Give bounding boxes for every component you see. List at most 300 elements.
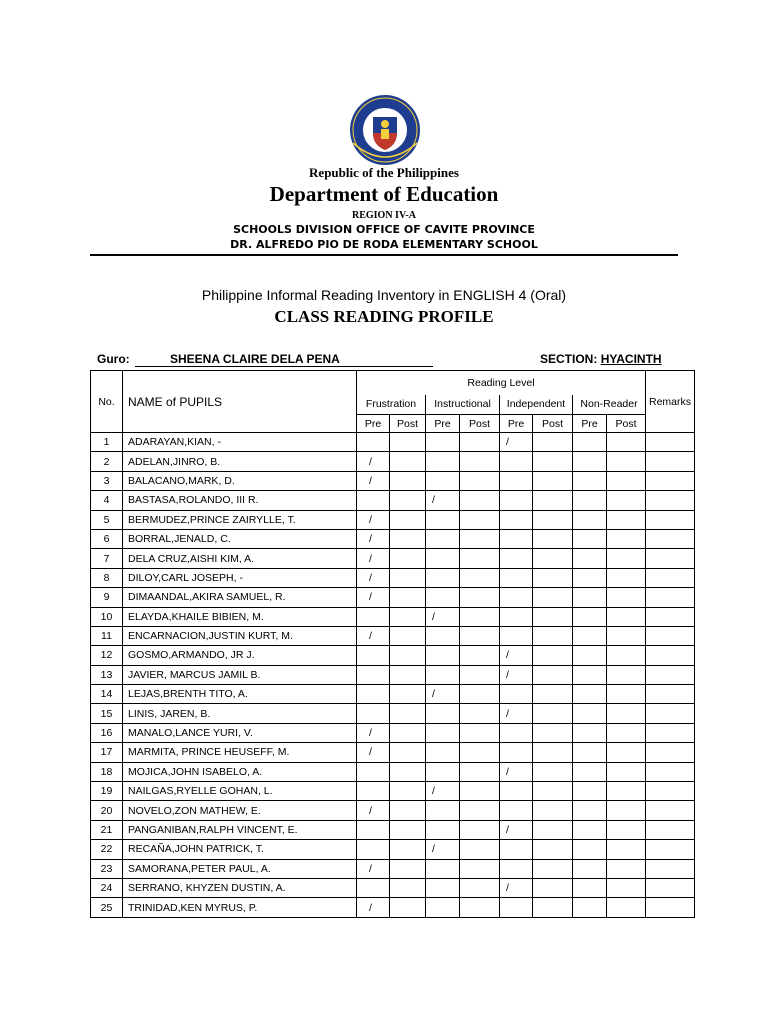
- remarks-cell: [646, 471, 695, 490]
- level-mark-cell: [390, 665, 426, 684]
- level-mark-cell: /: [500, 762, 533, 781]
- col-no-header: No.: [91, 371, 123, 433]
- level-mark-cell: [460, 529, 500, 548]
- row-number: 25: [91, 898, 123, 917]
- table-row: [91, 801, 695, 820]
- level-mark-cell: [460, 685, 500, 704]
- level-mark-cell: /: [500, 878, 533, 897]
- table-row: [91, 743, 695, 762]
- level-mark-cell: [357, 607, 390, 626]
- level-mark-cell: [500, 549, 533, 568]
- table-row: [91, 762, 695, 781]
- level-mark-cell: [426, 898, 460, 917]
- pupil-name: BALACANO,MARK, D.: [123, 471, 357, 490]
- level-mark-cell: [460, 859, 500, 878]
- level-mark-cell: [573, 704, 607, 723]
- teacher-label: Guro:: [97, 352, 130, 366]
- level-mark-cell: [500, 685, 533, 704]
- level-mark-cell: [573, 762, 607, 781]
- remarks-cell: [646, 704, 695, 723]
- level-mark-cell: [460, 782, 500, 801]
- pre-header: Pre: [500, 415, 533, 433]
- level-mark-cell: [500, 723, 533, 742]
- level-mark-cell: [390, 898, 426, 917]
- level-mark-cell: [607, 859, 646, 878]
- row-number: 12: [91, 646, 123, 665]
- level-mark-cell: [573, 782, 607, 801]
- table-row: [91, 529, 695, 548]
- row-number: 14: [91, 685, 123, 704]
- row-number: 16: [91, 723, 123, 742]
- level-non-reader: Non-Reader: [573, 395, 646, 415]
- level-mark-cell: [460, 898, 500, 917]
- remarks-cell: [646, 665, 695, 684]
- remarks-cell: [646, 801, 695, 820]
- level-mark-cell: [500, 588, 533, 607]
- level-mark-cell: [390, 859, 426, 878]
- pupil-name: DIMAANDAL,AKIRA SAMUEL, R.: [123, 588, 357, 607]
- row-number: 19: [91, 782, 123, 801]
- level-mark-cell: [460, 743, 500, 762]
- document-subtitle: CLASS READING PROFILE: [274, 307, 494, 326]
- level-instructional: Instructional: [426, 395, 500, 415]
- col-name-header: NAME of PUPILS: [123, 371, 357, 433]
- table-row: [91, 568, 695, 587]
- remarks-cell: [646, 510, 695, 529]
- level-mark-cell: [573, 743, 607, 762]
- level-mark-cell: [390, 452, 426, 471]
- level-mark-cell: [460, 626, 500, 645]
- level-mark-cell: [533, 588, 573, 607]
- level-mark-cell: [426, 568, 460, 587]
- table-row: [91, 859, 695, 878]
- post-header: Post: [607, 415, 646, 433]
- remarks-cell: [646, 685, 695, 704]
- level-mark-cell: [426, 510, 460, 529]
- level-mark-cell: [607, 646, 646, 665]
- remarks-cell: [646, 782, 695, 801]
- row-number: 11: [91, 626, 123, 645]
- level-mark-cell: [533, 568, 573, 587]
- level-mark-cell: [500, 568, 533, 587]
- level-mark-cell: [460, 646, 500, 665]
- level-mark-cell: /: [357, 452, 390, 471]
- level-mark-cell: [533, 529, 573, 548]
- level-mark-cell: [533, 704, 573, 723]
- level-mark-cell: [607, 626, 646, 645]
- level-mark-cell: [500, 607, 533, 626]
- remarks-header: Remarks: [646, 371, 695, 433]
- level-mark-cell: [390, 568, 426, 587]
- level-mark-cell: [607, 898, 646, 917]
- level-mark-cell: [426, 588, 460, 607]
- level-mark-cell: /: [426, 840, 460, 859]
- row-number: 6: [91, 529, 123, 548]
- level-mark-cell: [533, 782, 573, 801]
- table-row: [91, 646, 695, 665]
- level-mark-cell: [426, 743, 460, 762]
- row-number: 18: [91, 762, 123, 781]
- level-mark-cell: [573, 820, 607, 839]
- level-mark-cell: [426, 549, 460, 568]
- remarks-cell: [646, 607, 695, 626]
- pupil-name: ELAYDA,KHAILE BIBIEN, M.: [123, 607, 357, 626]
- level-mark-cell: /: [357, 549, 390, 568]
- pupil-name: TRINIDAD,KEN MYRUS, P.: [123, 898, 357, 917]
- level-frustration: Frustration: [357, 395, 426, 415]
- reading-level-header: Reading Level: [357, 371, 646, 395]
- pupil-name: ADELAN,JINRO, B.: [123, 452, 357, 471]
- level-mark-cell: [573, 685, 607, 704]
- level-mark-cell: /: [500, 820, 533, 839]
- level-mark-cell: [573, 549, 607, 568]
- level-mark-cell: [533, 510, 573, 529]
- level-mark-cell: [573, 878, 607, 897]
- level-mark-cell: [500, 898, 533, 917]
- pupil-name: LINIS, JAREN, B.: [123, 704, 357, 723]
- level-mark-cell: [426, 471, 460, 490]
- level-mark-cell: [573, 665, 607, 684]
- level-mark-cell: [573, 510, 607, 529]
- republic-heading: Republic of the Philippines: [309, 165, 459, 180]
- level-mark-cell: [573, 723, 607, 742]
- table-row: [91, 471, 695, 490]
- level-mark-cell: [460, 723, 500, 742]
- level-mark-cell: [357, 665, 390, 684]
- level-mark-cell: [533, 607, 573, 626]
- level-mark-cell: [573, 801, 607, 820]
- level-mark-cell: [533, 491, 573, 510]
- level-mark-cell: [533, 743, 573, 762]
- remarks-cell: [646, 898, 695, 917]
- level-mark-cell: [573, 898, 607, 917]
- level-mark-cell: [390, 529, 426, 548]
- level-mark-cell: [357, 646, 390, 665]
- division-heading: SCHOOLS DIVISION OFFICE OF CAVITE PROVINCE: [233, 223, 535, 236]
- level-mark-cell: [357, 704, 390, 723]
- level-mark-cell: [607, 878, 646, 897]
- level-mark-cell: [533, 471, 573, 490]
- pupil-name: MOJICA,JOHN ISABELO, A.: [123, 762, 357, 781]
- post-header: Post: [460, 415, 500, 433]
- level-mark-cell: [390, 607, 426, 626]
- section-field: [540, 352, 662, 366]
- level-mark-cell: [607, 433, 646, 452]
- level-mark-cell: [573, 471, 607, 490]
- level-mark-cell: [357, 820, 390, 839]
- level-mark-cell: [500, 626, 533, 645]
- level-mark-cell: [533, 646, 573, 665]
- level-mark-cell: [357, 491, 390, 510]
- pupil-name: MARMITA, PRINCE HEUSEFF, M.: [123, 743, 357, 762]
- level-mark-cell: [426, 723, 460, 742]
- header-divider: [90, 254, 678, 256]
- level-mark-cell: /: [500, 646, 533, 665]
- level-mark-cell: [390, 820, 426, 839]
- deped-seal-logo: [343, 93, 427, 167]
- level-mark-cell: /: [357, 588, 390, 607]
- level-mark-cell: [460, 878, 500, 897]
- remarks-cell: [646, 646, 695, 665]
- level-mark-cell: [500, 510, 533, 529]
- level-mark-cell: [426, 452, 460, 471]
- pupil-name: RECAÑA,JOHN PATRICK, T.: [123, 840, 357, 859]
- pupil-name: SAMORANA,PETER PAUL, A.: [123, 859, 357, 878]
- level-mark-cell: [460, 588, 500, 607]
- level-mark-cell: [607, 840, 646, 859]
- level-mark-cell: [426, 801, 460, 820]
- level-mark-cell: [533, 685, 573, 704]
- level-mark-cell: /: [500, 665, 533, 684]
- remarks-cell: [646, 859, 695, 878]
- level-mark-cell: [607, 568, 646, 587]
- level-mark-cell: [390, 704, 426, 723]
- level-mark-cell: /: [357, 529, 390, 548]
- level-mark-cell: [533, 898, 573, 917]
- level-mark-cell: [500, 452, 533, 471]
- level-mark-cell: [426, 859, 460, 878]
- level-mark-cell: [607, 801, 646, 820]
- level-mark-cell: [607, 491, 646, 510]
- level-mark-cell: [573, 491, 607, 510]
- level-mark-cell: [390, 433, 426, 452]
- level-mark-cell: [500, 743, 533, 762]
- pupil-name: DILOY,CARL JOSEPH, -: [123, 568, 357, 587]
- row-number: 8: [91, 568, 123, 587]
- remarks-cell: [646, 568, 695, 587]
- pupil-name: MANALO,LANCE YURI, V.: [123, 723, 357, 742]
- pre-header: Pre: [357, 415, 390, 433]
- level-mark-cell: [426, 433, 460, 452]
- level-mark-cell: /: [357, 471, 390, 490]
- level-mark-cell: [390, 510, 426, 529]
- level-mark-cell: /: [357, 859, 390, 878]
- region-heading: REGION IV-A: [352, 210, 416, 221]
- header-row-1: [91, 371, 695, 395]
- table-row: [91, 840, 695, 859]
- table-row: [91, 898, 695, 917]
- level-mark-cell: [607, 820, 646, 839]
- level-mark-cell: [573, 646, 607, 665]
- level-mark-cell: [607, 549, 646, 568]
- level-mark-cell: [533, 859, 573, 878]
- level-mark-cell: [607, 685, 646, 704]
- level-mark-cell: [607, 782, 646, 801]
- level-mark-cell: [607, 723, 646, 742]
- level-mark-cell: [460, 665, 500, 684]
- reading-profile-table: [90, 370, 695, 918]
- level-mark-cell: [460, 607, 500, 626]
- level-mark-cell: [460, 568, 500, 587]
- level-mark-cell: [357, 685, 390, 704]
- level-mark-cell: [607, 743, 646, 762]
- level-mark-cell: [460, 801, 500, 820]
- level-mark-cell: [390, 840, 426, 859]
- level-mark-cell: [500, 782, 533, 801]
- level-mark-cell: [500, 491, 533, 510]
- post-header: Post: [533, 415, 573, 433]
- level-mark-cell: [607, 607, 646, 626]
- table-row: [91, 588, 695, 607]
- level-mark-cell: [460, 471, 500, 490]
- level-mark-cell: [460, 704, 500, 723]
- post-header: Post: [390, 415, 426, 433]
- level-mark-cell: [533, 452, 573, 471]
- level-mark-cell: [460, 820, 500, 839]
- table-row: [91, 510, 695, 529]
- level-mark-cell: [573, 568, 607, 587]
- table-row: [91, 433, 695, 452]
- level-mark-cell: [573, 433, 607, 452]
- remarks-cell: [646, 626, 695, 645]
- table-row: [91, 491, 695, 510]
- level-mark-cell: [390, 743, 426, 762]
- level-mark-cell: /: [357, 510, 390, 529]
- level-mark-cell: [573, 626, 607, 645]
- remarks-cell: [646, 723, 695, 742]
- level-mark-cell: [533, 878, 573, 897]
- level-mark-cell: [390, 762, 426, 781]
- level-mark-cell: [607, 471, 646, 490]
- table-row: [91, 685, 695, 704]
- level-mark-cell: [573, 840, 607, 859]
- pupil-name: JAVIER, MARCUS JAMIL B.: [123, 665, 357, 684]
- level-mark-cell: [607, 510, 646, 529]
- level-mark-cell: /: [500, 704, 533, 723]
- pupil-name: BASTASA,ROLANDO, III R.: [123, 491, 357, 510]
- level-mark-cell: [426, 762, 460, 781]
- level-mark-cell: /: [357, 568, 390, 587]
- row-number: 24: [91, 878, 123, 897]
- level-mark-cell: [390, 588, 426, 607]
- remarks-cell: [646, 762, 695, 781]
- table-row: [91, 878, 695, 897]
- level-mark-cell: [533, 626, 573, 645]
- row-number: 7: [91, 549, 123, 568]
- school-heading: DR. ALFREDO PIO DE RODA ELEMENTARY SCHOOL: [230, 238, 538, 251]
- section-label: SECTION:: [540, 352, 598, 366]
- department-heading: Department of Education: [269, 182, 499, 206]
- row-number: 9: [91, 588, 123, 607]
- pupil-name: LEJAS,BRENTH TITO, A.: [123, 685, 357, 704]
- row-number: 23: [91, 859, 123, 878]
- section-value: HYACINTH: [600, 352, 662, 366]
- level-mark-cell: [460, 433, 500, 452]
- level-mark-cell: [390, 878, 426, 897]
- table-row: [91, 626, 695, 645]
- level-mark-cell: [426, 646, 460, 665]
- level-mark-cell: /: [426, 607, 460, 626]
- row-number: 10: [91, 607, 123, 626]
- level-mark-cell: [426, 878, 460, 897]
- level-mark-cell: [390, 471, 426, 490]
- level-mark-cell: [390, 685, 426, 704]
- level-mark-cell: [390, 782, 426, 801]
- level-mark-cell: [357, 878, 390, 897]
- remarks-cell: [646, 743, 695, 762]
- level-mark-cell: [607, 529, 646, 548]
- level-mark-cell: /: [357, 898, 390, 917]
- pupil-name: SERRANO, KHYZEN DUSTIN, A.: [123, 878, 357, 897]
- pupil-name: BERMUDEZ,PRINCE ZAIRYLLE, T.: [123, 510, 357, 529]
- pupil-name: GOSMO,ARMANDO, JR J.: [123, 646, 357, 665]
- level-mark-cell: [500, 529, 533, 548]
- level-mark-cell: /: [357, 723, 390, 742]
- level-mark-cell: [607, 665, 646, 684]
- level-mark-cell: /: [357, 743, 390, 762]
- pupil-name: NOVELO,ZON MATHEW, E.: [123, 801, 357, 820]
- level-mark-cell: [533, 549, 573, 568]
- table-row: [91, 452, 695, 471]
- level-mark-cell: [573, 529, 607, 548]
- remarks-cell: [646, 820, 695, 839]
- remarks-cell: [646, 840, 695, 859]
- row-number: 3: [91, 471, 123, 490]
- level-mark-cell: /: [357, 801, 390, 820]
- level-mark-cell: [460, 510, 500, 529]
- pre-header: Pre: [426, 415, 460, 433]
- table-row: [91, 723, 695, 742]
- pupil-name: NAILGAS,RYELLE GOHAN, L.: [123, 782, 357, 801]
- level-mark-cell: [390, 626, 426, 645]
- level-mark-cell: [426, 704, 460, 723]
- level-mark-cell: [357, 762, 390, 781]
- level-mark-cell: /: [426, 685, 460, 704]
- pupil-name: BORRAL,JENALD, C.: [123, 529, 357, 548]
- level-mark-cell: [390, 801, 426, 820]
- level-mark-cell: [573, 859, 607, 878]
- level-mark-cell: [500, 471, 533, 490]
- level-mark-cell: [533, 840, 573, 859]
- level-mark-cell: [607, 452, 646, 471]
- level-mark-cell: [533, 820, 573, 839]
- level-mark-cell: [533, 801, 573, 820]
- level-mark-cell: [426, 820, 460, 839]
- level-mark-cell: [460, 452, 500, 471]
- level-mark-cell: [426, 529, 460, 548]
- level-mark-cell: [426, 626, 460, 645]
- level-mark-cell: [357, 840, 390, 859]
- level-mark-cell: [460, 762, 500, 781]
- table-row: [91, 607, 695, 626]
- level-mark-cell: [460, 549, 500, 568]
- level-mark-cell: [390, 646, 426, 665]
- remarks-cell: [646, 452, 695, 471]
- level-mark-cell: [390, 549, 426, 568]
- level-mark-cell: [357, 782, 390, 801]
- level-mark-cell: [573, 588, 607, 607]
- level-mark-cell: [426, 665, 460, 684]
- remarks-cell: [646, 491, 695, 510]
- row-number: 5: [91, 510, 123, 529]
- level-mark-cell: /: [426, 782, 460, 801]
- level-mark-cell: [500, 859, 533, 878]
- table-row: [91, 549, 695, 568]
- row-number: 20: [91, 801, 123, 820]
- level-mark-cell: [607, 704, 646, 723]
- level-mark-cell: [357, 433, 390, 452]
- row-number: 15: [91, 704, 123, 723]
- pupil-name: PANGANIBAN,RALPH VINCENT, E.: [123, 820, 357, 839]
- level-mark-cell: [607, 588, 646, 607]
- row-number: 13: [91, 665, 123, 684]
- level-mark-cell: /: [426, 491, 460, 510]
- pre-header: Pre: [573, 415, 607, 433]
- row-number: 22: [91, 840, 123, 859]
- document-title: Philippine Informal Reading Inventory in ENGLISH 4 (Oral): [201, 287, 567, 303]
- row-number: 21: [91, 820, 123, 839]
- table-row: [91, 820, 695, 839]
